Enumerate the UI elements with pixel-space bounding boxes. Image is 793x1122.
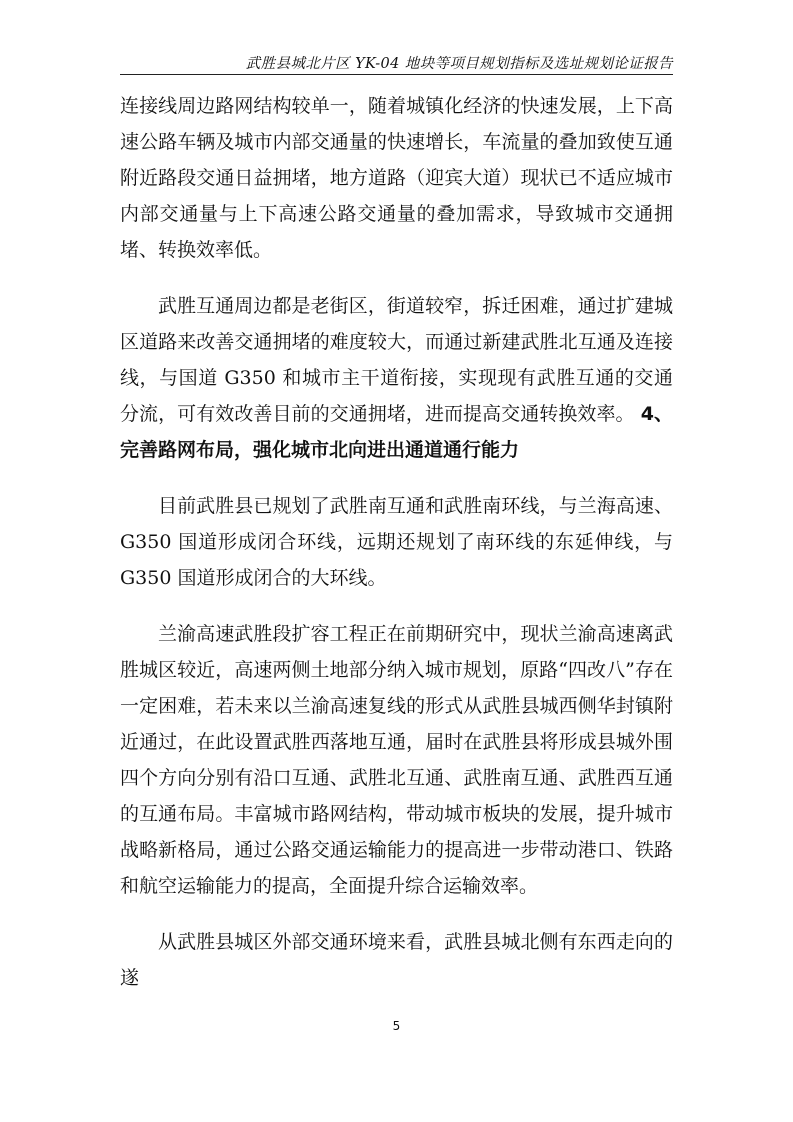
paragraph-5: 从武胜县城区外部交通环境来看，武胜县城北侧有东西走向的遂	[120, 931, 673, 989]
paragraph-4: 兰渝高速武胜段扩容工程正在前期研究中，现状兰渝高速离武胜城区较近，高速两侧土地部分纳入城市规划，原路“四改八”存在一定困难，若未来以兰渝高速复线的形式从武胜县城西侧华封镇附近通过，在此设置武胜西落地互通，届时在武胜县将形成县城外围四个方向分别有沿口互通、武胜北互通、武胜南互通、武胜西互通的互通布局。丰富城市路网结构，带动城市板块的发展，提升城市战略新格局，通过公路交通运输能力的提高进一步带动港口、铁路和航空运输能力的提高，全面提升综合运输效率。	[120, 623, 673, 897]
paragraph-3: 目前武胜县已规划了武胜南互通和武胜南环线，与兰海高速、G350 国道形成闭合环线，远期还规划了南环线的东延伸线，与 G350 国道形成闭合的大环线。	[120, 495, 673, 589]
paragraph-2	[120, 288, 673, 468]
paragraph-1: 连接线周边路网结构较单一，随着城镇化经济的快速发展，上下高速公路车辆及城市内部交通量的快速增长，车流量的叠加致使互通附近路段交通日益拥堵，地方道路（迎宾大道）现状已不适应城市内部交通量与上下高速公路交通量的叠加需求，导致城市交通拥堵、转换效率低。	[120, 95, 673, 261]
section-heading: 4、完善路网布局，强化城市北向进出通道通行能力	[120, 403, 673, 461]
page-number: 5	[392, 1019, 401, 1033]
paragraph-2-text: 武胜互通周边都是老街区，街道较窄，拆迁困难，通过扩建城区道路来改善交通拥堵的难度较大，而通过新建武胜北互通及连接线，与国道 G350 和城市主干道衔接，实现现有武胜互通的交通分流，可有效改善目前的交通拥堵，进而提高交通转换效率。	[120, 295, 673, 425]
document-body	[120, 88, 673, 996]
header-title: 武胜县城北片区 YK-04 地块等项目规划指标及选址规划论证报告	[245, 56, 673, 72]
page-header	[120, 48, 673, 75]
